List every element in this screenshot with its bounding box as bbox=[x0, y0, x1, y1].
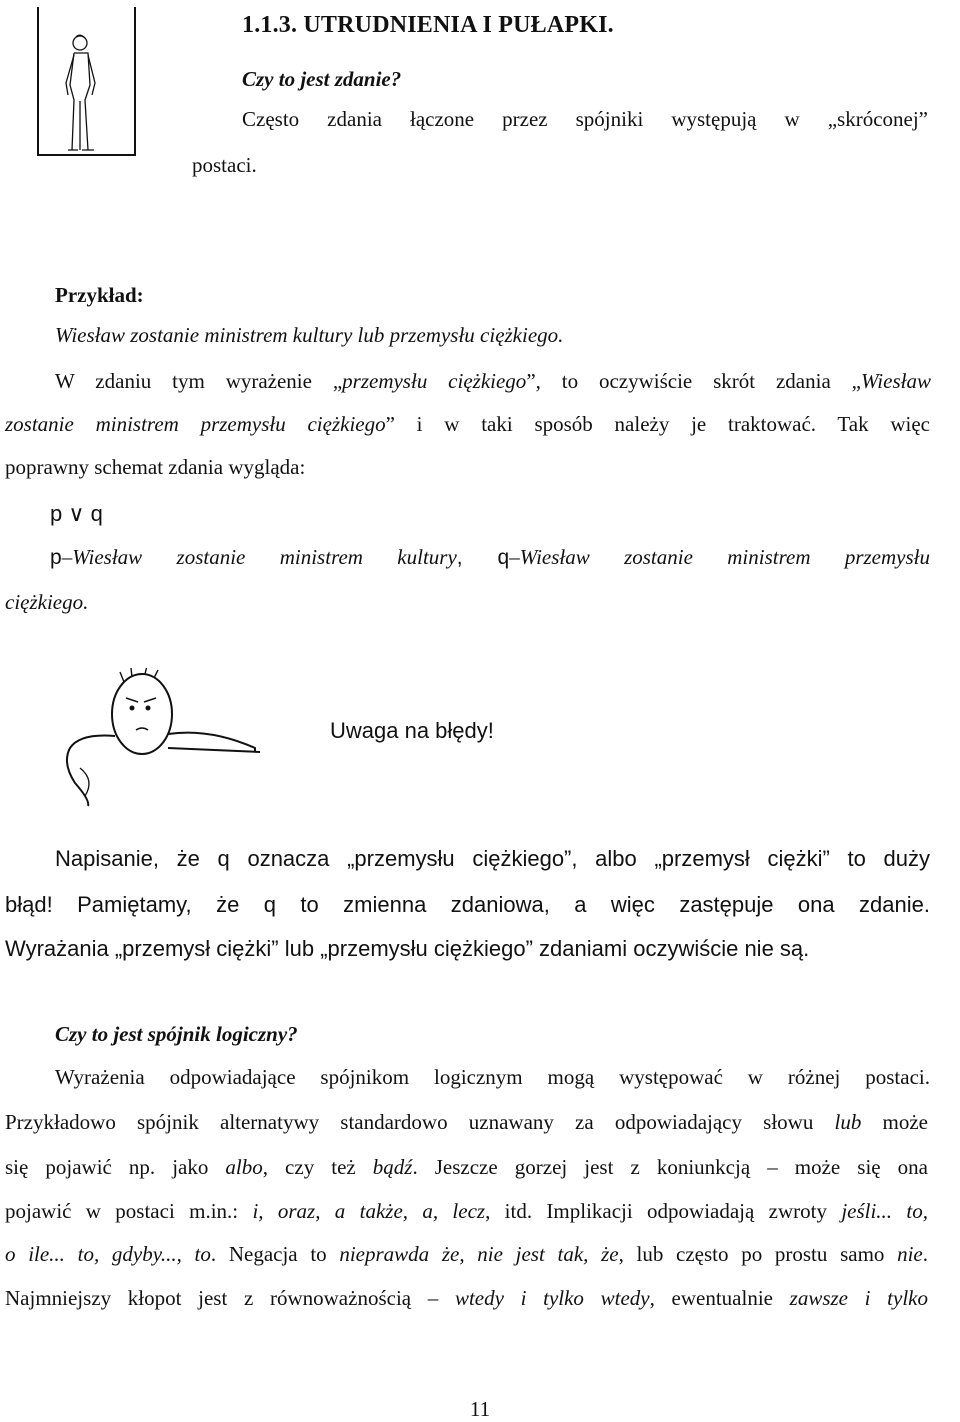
variable-definition-line-2: ciężkiego. bbox=[5, 590, 89, 614]
connectives-line-1: Wyrażenia odpowiadające spójnikom logicznym mogą występować w różnej postaci. bbox=[55, 1065, 930, 1089]
connectives-line-3: się pojawić np. jako albo, czy też bądź. Jeszcze gorzej jest z koniunkcją – może się ona bbox=[5, 1155, 928, 1179]
connectives-line-4: pojawić w postaci m.in.: i, oraz, a także, a, lecz, itd. Implikacji odpowiadają zwroty jeśli... to, bbox=[5, 1199, 928, 1223]
formula-schema: p ∨ q bbox=[50, 501, 103, 526]
page-number: 11 bbox=[469, 1397, 491, 1421]
intro-line-1: Często zdania łączone przez spójniki występują w „skróconej” bbox=[242, 107, 928, 131]
variable-definition-line-1: p–Wiesław zostanie ministrem kultury, q–Wiesław zostanie ministrem przemysłu bbox=[50, 545, 930, 569]
intro-line-2: postaci. bbox=[192, 153, 257, 177]
standing-man-illustration bbox=[30, 5, 145, 165]
example-paragraph-line-3: poprawny schemat zdania wygląda: bbox=[5, 455, 306, 479]
warning-label: Uwaga na błędy! bbox=[330, 718, 494, 743]
example-paragraph-line-2: zostanie ministrem przemysłu ciężkiego” i w taki sposób należy je traktować. Tak więc bbox=[5, 412, 930, 436]
section-title: 1.1.3. UTRUDNIENIA I PUŁAPKI. bbox=[242, 12, 614, 38]
warning-line-1: Napisanie, że q oznacza „przemysłu ciężkiego”, albo „przemysł ciężki” to duży bbox=[55, 846, 930, 871]
example-paragraph-line-1: W zdaniu tym wyrażenie „przemysłu ciężkiego”, to oczywiście skrót zdania „Wiesław bbox=[55, 369, 931, 393]
question-heading-2: Czy to jest spójnik logiczny? bbox=[55, 1022, 298, 1046]
connectives-line-6: Najmniejszy kłopot jest z równoważnością – wtedy i tylko wtedy, ewentualnie zawsze i tylko bbox=[5, 1286, 928, 1310]
question-heading-1: Czy to jest zdanie? bbox=[242, 67, 402, 91]
connectives-line-5: o ile... to, gdyby..., to. Negacja to nieprawda że, nie jest tak, że, lub często po prostu samo nie. bbox=[5, 1242, 928, 1266]
warning-line-3: Wyrażania „przemysł ciężki” lub „przemysłu ciężkiego” zdaniami oczywiście nie są. bbox=[5, 936, 810, 961]
connectives-line-2: Przykładowo spójnik alternatywy standardowo uznawany za odpowiadający słowu lub może bbox=[5, 1110, 928, 1134]
warning-line-2: błąd! Pamiętamy, że q to zmienna zdaniowa, a więc zastępuje ona zdanie. bbox=[5, 892, 930, 917]
worried-character-illustration bbox=[50, 668, 265, 808]
example-label: Przykład: bbox=[55, 283, 144, 307]
example-sentence: Wiesław zostanie ministrem kultury lub przemysłu ciężkiego. bbox=[55, 323, 564, 347]
